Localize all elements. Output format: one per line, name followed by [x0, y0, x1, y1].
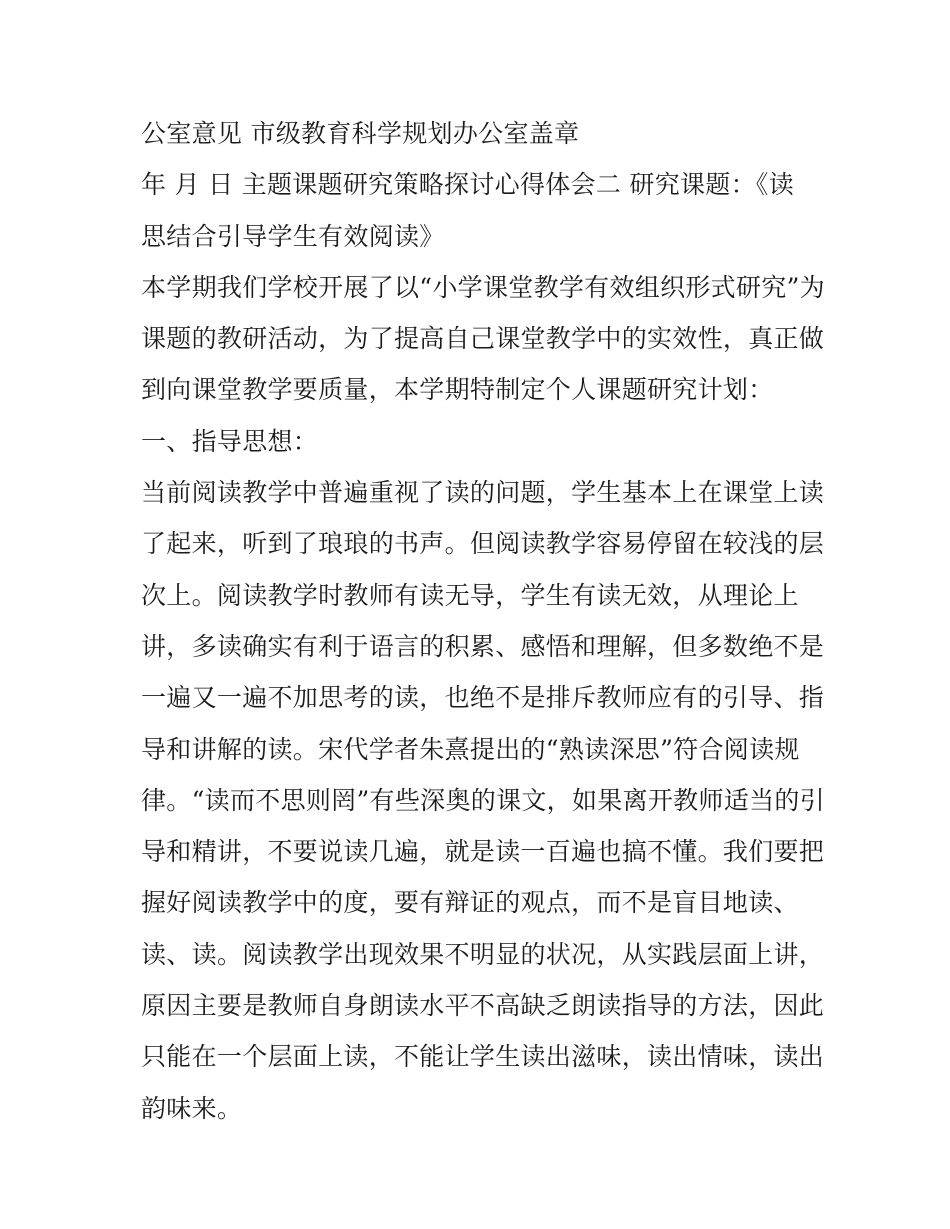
text-line: 年 月 日 主题课题研究策略探讨心得体会二 研究课题：《读 [141, 170, 794, 200]
text-line: 只能在一个层面上读，不能让学生读出滋味，读出情味，读出 [141, 1042, 825, 1072]
text-line: 律。“读而不思则罔”有些深奥的课文，如果离开教师适当的引 [141, 785, 825, 815]
text-line: 韵味来。 [141, 1093, 243, 1123]
text-line: 导和精讲，不要说读几遍，就是读一百遍也搞不懂。我们要把 [141, 837, 825, 867]
text-line: 讲，多读确实有利于语言的积累、感悟和理解，但多数绝不是 [141, 631, 825, 661]
text-line: 次上。阅读教学时教师有读无导，学生有读无效，从理论上 [141, 580, 799, 610]
text-line: 本学期我们学校开展了以“小学课堂教学有效组织形式研究”为 [141, 272, 825, 302]
text-line: 导和讲解的读。宋代学者朱熹提出的“熟读深思”符合阅读规 [141, 734, 800, 764]
text-line: 到向课堂教学要质量，本学期特制定个人课题研究计划： [141, 375, 774, 405]
text-line: 一遍又一遍不加思考的读，也绝不是排斥教师应有的引导、指 [141, 683, 825, 713]
text-line: 课题的教研活动，为了提高自己课堂教学中的实效性，真正做 [141, 324, 825, 354]
text-line: 当前阅读教学中普遍重视了读的问题，学生基本上在课堂上读 [141, 478, 825, 508]
text-line: 思结合引导学生有效阅读》 [141, 221, 445, 251]
text-line: 读、读。阅读教学出现效果不明显的状况，从实践层面上讲， [141, 939, 825, 969]
text-line: 了起来，听到了琅琅的书声。但阅读教学容易停留在较浅的层 [141, 529, 825, 559]
document-body [141, 108, 825, 1134]
text-line: 公室意见 市级教育科学规划办公室盖章 [141, 119, 580, 148]
section-heading: 一、指导思想： [141, 426, 319, 456]
text-line: 原因主要是教师自身朗读水平不高缺乏朗读指导的方法，因此 [141, 991, 825, 1021]
text-line: 握好阅读教学中的度，要有辩证的观点，而不是盲目地读、 [141, 888, 799, 918]
